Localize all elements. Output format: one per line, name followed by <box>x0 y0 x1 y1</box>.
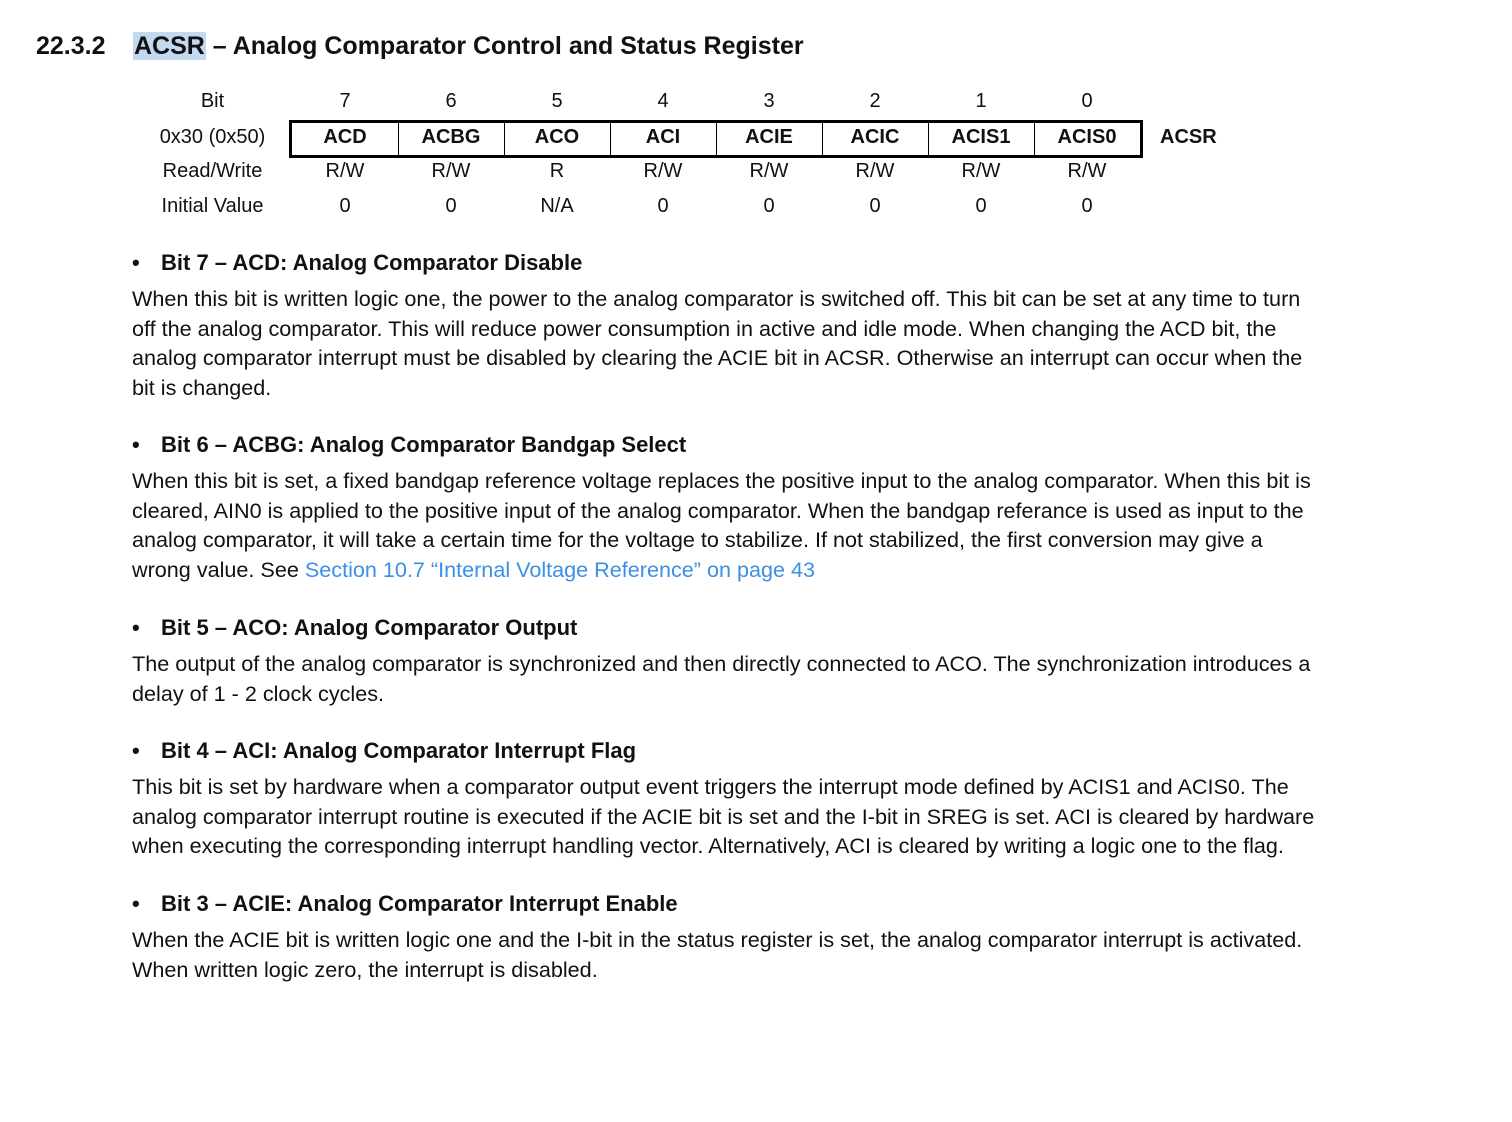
bit-name-acis0: ACIS0 <box>1057 126 1117 148</box>
bit3-description: When the ACIE bit is written logic one and the I-bit in the status register is set, the analog comparator interrupt is activated. When written logic zero, the interrupt is disabled. <box>132 927 1303 982</box>
bullet-icon: • <box>132 432 140 457</box>
initial-value: 0 <box>763 195 775 217</box>
address-label: 0x30 (0x50) <box>159 126 266 148</box>
bit-number: 3 <box>763 90 775 112</box>
rw-value: R/W <box>643 160 683 182</box>
internal-voltage-reference-link[interactable]: Section 10.7 “Internal Voltage Reference” on page 43 <box>304 556 816 582</box>
register-name: ACSR <box>1160 126 1217 148</box>
register-table <box>0 0 1512 217</box>
bit7-description: When this bit is written logic one, the power to the analog comparator is switched off. This bit can be set at any time to turn off the analog comparator. This will reduce power consumption in active and idle mode. When changing the ACD bit, the analog comparator interrupt must be disabled by clearing the ACIE bit in ACSR. Otherwise an interrupt can occur when the bit is changed. <box>132 286 1303 400</box>
section-number: 22.3.2 <box>36 32 106 60</box>
initial-value: N/A <box>540 195 574 217</box>
initial-value: 0 <box>657 195 669 217</box>
bit-name-acie: ACIE <box>745 126 793 148</box>
rw-value: R/W <box>749 160 789 182</box>
bit-number-row <box>0 84 1512 118</box>
bit-number: 1 <box>975 90 987 112</box>
bit4-heading: • Bit 4 – ACI: Analog Comparator Interrupt Flag <box>132 736 1452 766</box>
bit7-section <box>132 248 1452 402</box>
rw-value: R/W <box>961 160 1001 182</box>
bit5-section <box>132 613 1452 708</box>
bit6-heading: • Bit 6 – ACBG: Analog Comparator Bandgap Select <box>132 430 1452 460</box>
bit5-description: The output of the analog comparator is synchronized and then directly connected to ACO. The synchronization introduces a delay of 1 - 2 clock cycles. <box>132 651 1311 706</box>
initial-value-row <box>0 189 1512 223</box>
bit-name-aci: ACI <box>645 126 681 148</box>
bit-name-acbg: ACBG <box>421 126 481 148</box>
bit4-description: This bit is set by hardware when a comparator output event triggers the interrupt mode defined by ACIS1 and ACIS0. The analog comparator interrupt routine is executed if the ACIE bit is set and the I-bit in SREG is set. ACI is cleared by hardware when executing the corresponding interrupt handling vector. Alternatively, ACI is cleared by writing a logic one to the flag. <box>132 774 1315 859</box>
bit3-section <box>132 889 1452 984</box>
bit-name-acic: ACIC <box>850 126 900 148</box>
initial-value: 0 <box>339 195 351 217</box>
bit-label: Bit <box>200 90 225 112</box>
bit3-heading: • Bit 3 – ACIE: Analog Comparator Interrupt Enable <box>132 889 1452 919</box>
bit-name-acis1: ACIS1 <box>951 126 1011 148</box>
bit-number: 5 <box>551 90 563 112</box>
rw-value: R/W <box>325 160 365 182</box>
section-title: – Analog Comparator Control and Status Register <box>205 32 804 60</box>
read-write-row <box>0 154 1512 188</box>
rw-value: R/W <box>431 160 471 182</box>
bullet-icon: • <box>132 891 140 916</box>
bit-number: 2 <box>869 90 881 112</box>
bit-name-row <box>0 120 1512 154</box>
bullet-icon: • <box>132 738 140 763</box>
bit6-section <box>132 430 1452 584</box>
bullet-icon: • <box>132 615 140 640</box>
rw-value: R <box>549 160 565 182</box>
initial-value: 0 <box>975 195 987 217</box>
bit6-description: When this bit is set, a fixed bandgap reference voltage replaces the positive input to the analog comparator. When this bit is cleared, AIN0 is applied to the positive input of the analog comparator. When the bandgap referance is used as input to the analog comparator, it will take a certain time for the voltage to stabilize. If not stabilized, the first conversion may give a wrong value. See Section 10.7 “Internal Voltage Reference” on page 43 <box>132 468 1311 582</box>
rw-value: R/W <box>1067 160 1107 182</box>
bit-name-aco: ACO <box>534 126 580 148</box>
initial-value: 0 <box>445 195 457 217</box>
rw-value: R/W <box>855 160 895 182</box>
read-write-label: Read/Write <box>162 160 263 182</box>
bit-number: 4 <box>657 90 669 112</box>
initial-value: 0 <box>869 195 881 217</box>
bit-number: 7 <box>339 90 351 112</box>
bit5-heading: • Bit 5 – ACO: Analog Comparator Output <box>132 613 1452 643</box>
bullet-icon: • <box>132 250 140 275</box>
bit-name-acd: ACD <box>323 126 367 148</box>
register-highlight: ACSR <box>134 32 205 60</box>
initial-value-label: Initial Value <box>161 195 264 217</box>
bit-number: 0 <box>1081 90 1093 112</box>
bit7-heading: • Bit 7 – ACD: Analog Comparator Disable <box>132 248 1452 278</box>
bit4-section <box>132 736 1452 861</box>
initial-value: 0 <box>1081 195 1093 217</box>
bit-number: 6 <box>445 90 457 112</box>
